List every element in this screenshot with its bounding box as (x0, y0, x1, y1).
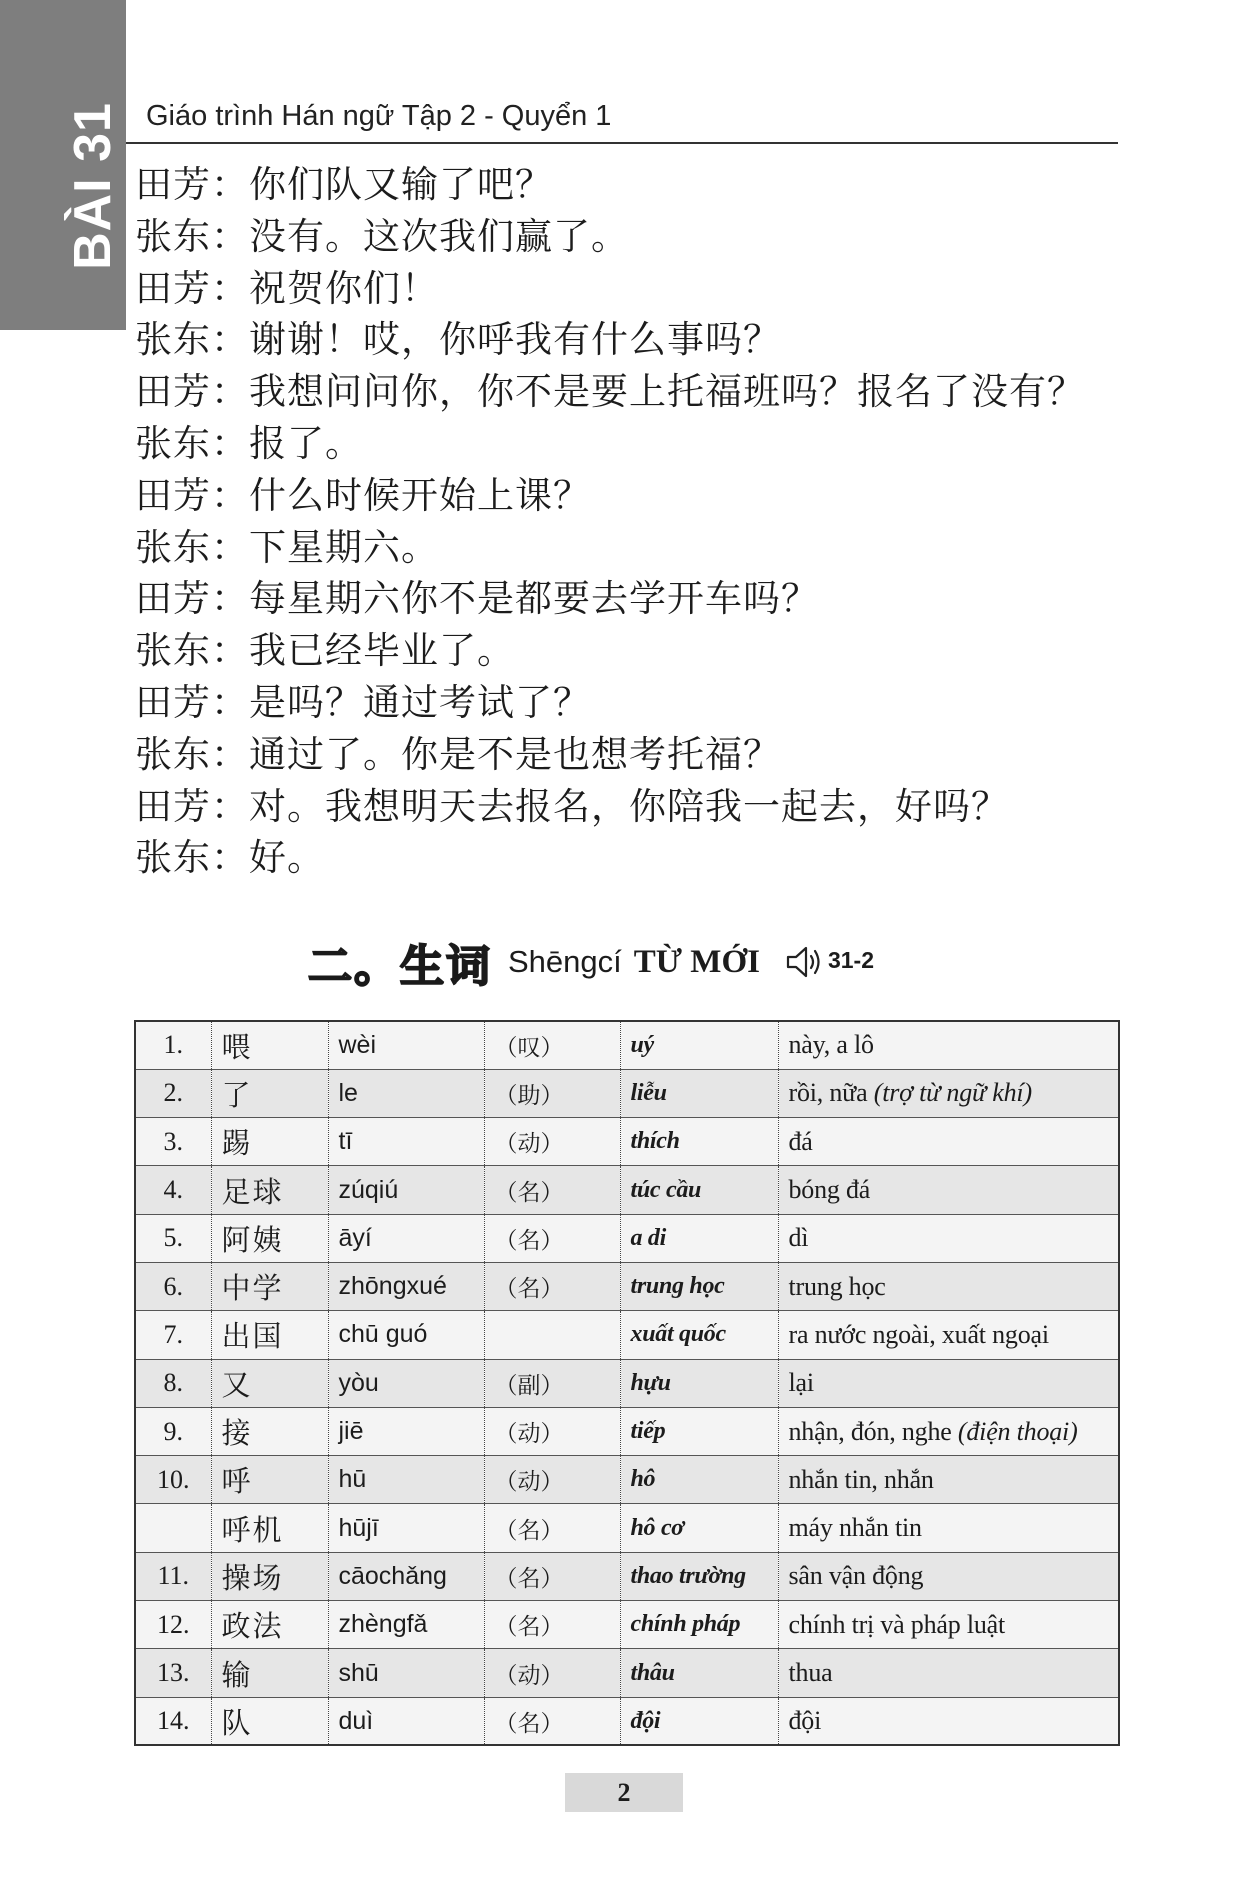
vocab-part-of-speech-cell (484, 1456, 620, 1504)
vocab-number: 5. (163, 1223, 183, 1253)
vocab-part-of-speech: （名） (494, 1276, 564, 1303)
vocab-part-of-speech-cell (484, 1697, 620, 1745)
vocab-meaning-cell (778, 1311, 1119, 1359)
vocab-hanzi: 又 (221, 1367, 253, 1402)
vocab-meaning: này, a lô (788, 1030, 874, 1060)
vocab-part-of-speech-cell (484, 1021, 620, 1069)
vocab-meaning-cell (778, 1697, 1119, 1745)
table-row (135, 1069, 1119, 1117)
speaker-name: 田芳： (135, 163, 249, 206)
vocab-pinyin-cell (328, 1504, 484, 1552)
vocabulary-table (134, 1020, 1120, 1746)
vocab-pinyin: hūjī (338, 1513, 379, 1542)
speaker-name: 田芳： (135, 473, 249, 517)
speaker-name: 田芳： (135, 680, 249, 724)
table-row (135, 1697, 1119, 1745)
vocab-number: 3. (163, 1126, 183, 1156)
lesson-tab-label: BÀI 31 (64, 102, 122, 270)
vocab-han-viet-cell (620, 1407, 778, 1455)
vocab-han-viet: chính pháp (630, 1611, 741, 1638)
vocab-part-of-speech: （副） (494, 1372, 564, 1399)
dialogue-text: 报了。 (249, 421, 363, 465)
vocab-meaning-cell (778, 1552, 1119, 1600)
vocab-pinyin-cell (328, 1552, 484, 1600)
dialogue-text: 我已经毕业了。 (249, 629, 515, 673)
vocab-part-of-speech: （名） (494, 1565, 564, 1592)
vocab-han-viet: thích (630, 1128, 680, 1155)
vocab-hanzi: 呼机 (221, 1512, 284, 1547)
vocab-pinyin: yòu (338, 1368, 379, 1397)
vocab-number: 7. (163, 1319, 183, 1349)
page-number: 2 (565, 1773, 683, 1812)
section-heading (308, 934, 874, 990)
dialogue-text: 好。 (249, 836, 325, 880)
vocab-part-of-speech: （名） (494, 1227, 564, 1254)
header-divider (126, 142, 1118, 144)
vocab-meaning-cell (778, 1262, 1119, 1310)
vocab-pinyin-cell (328, 1214, 484, 1262)
table-row (135, 1359, 1119, 1407)
dialogue-text: 我想问问你，你不是要上托福班吗？报名了没有？ (249, 370, 1085, 414)
vocab-number-cell (135, 1069, 211, 1117)
vocab-part-of-speech: （动） (494, 1469, 564, 1496)
vocab-pinyin-cell (328, 1311, 484, 1359)
vocab-han-viet: tiếp (630, 1418, 666, 1445)
section-heading-pinyin: Shēngcí (508, 944, 622, 979)
vocab-han-viet-cell (620, 1359, 778, 1407)
vocab-pinyin: āyí (338, 1223, 372, 1252)
vocab-hanzi-cell (211, 1601, 328, 1649)
vocab-meaning-cell (778, 1021, 1119, 1069)
vocab-number: 4. (163, 1175, 183, 1205)
vocab-hanzi: 队 (221, 1705, 253, 1740)
dialogue-line (135, 366, 1135, 418)
vocab-han-viet-cell (620, 1311, 778, 1359)
vocab-meaning-note: (trợ từ ngữ khí) (873, 1078, 1032, 1108)
vocab-number: 8. (163, 1368, 183, 1398)
table-row (135, 1118, 1119, 1166)
vocab-meaning: trung học (788, 1271, 886, 1301)
table-row (135, 1021, 1119, 1069)
vocab-part-of-speech-cell (484, 1118, 620, 1166)
vocab-number-cell (135, 1311, 211, 1359)
table-row (135, 1311, 1119, 1359)
vocab-hanzi-cell (211, 1021, 328, 1069)
dialogue-text: 谢谢！哎，你呼我有什么事吗？ (249, 318, 781, 362)
vocab-pinyin-cell (328, 1069, 484, 1117)
dialogue-line (135, 573, 1135, 625)
vocab-meaning: ra nước ngoài, xuất ngoại (788, 1319, 1049, 1349)
vocab-meaning: nhận, đón, nghe (788, 1416, 952, 1446)
table-row (135, 1552, 1119, 1600)
vocab-pinyin-cell (328, 1118, 484, 1166)
vocab-hanzi-cell (211, 1118, 328, 1166)
vocab-han-viet-cell (620, 1214, 778, 1262)
vocab-han-viet-cell (620, 1697, 778, 1745)
vocab-part-of-speech: （名） (494, 1710, 564, 1737)
vocab-hanzi-cell (211, 1359, 328, 1407)
vocab-part-of-speech-cell (484, 1166, 620, 1214)
vocab-meaning-cell (778, 1504, 1119, 1552)
vocab-number-cell (135, 1504, 211, 1552)
table-row (135, 1456, 1119, 1504)
vocab-pinyin: zúqiú (338, 1175, 399, 1204)
vocab-meaning: lại (788, 1368, 814, 1398)
vocab-han-viet-cell (620, 1021, 778, 1069)
vocab-han-viet-cell (620, 1552, 778, 1600)
vocab-number-cell (135, 1166, 211, 1214)
vocab-han-viet: xuất quốc (630, 1321, 726, 1348)
vocab-pinyin-cell (328, 1456, 484, 1504)
dialogue-line (135, 418, 1135, 470)
vocab-meaning-cell (778, 1166, 1119, 1214)
vocab-part-of-speech-cell (484, 1649, 620, 1697)
vocab-pinyin: duì (338, 1706, 374, 1735)
vocab-pinyin-cell (328, 1697, 484, 1745)
dialogue-line (135, 470, 1135, 522)
vocab-han-viet: hô (630, 1466, 656, 1493)
vocab-meaning: dì (788, 1223, 809, 1253)
vocab-pinyin: zhèngfǎ (338, 1610, 428, 1639)
vocab-pinyin-cell (328, 1021, 484, 1069)
vocab-han-viet: trung học (630, 1273, 725, 1300)
vocab-han-viet-cell (620, 1069, 778, 1117)
speaker-name: 张东： (135, 629, 249, 673)
vocab-pinyin-cell (328, 1359, 484, 1407)
vocab-pinyin: wèi (338, 1030, 377, 1059)
vocab-hanzi-cell (211, 1504, 328, 1552)
vocab-part-of-speech-cell (484, 1262, 620, 1310)
vocab-meaning: đội (788, 1706, 822, 1736)
vocab-hanzi-cell (211, 1552, 328, 1600)
vocab-part-of-speech-cell (484, 1504, 620, 1552)
vocab-hanzi: 阿姨 (221, 1222, 284, 1257)
vocab-hanzi: 踢 (221, 1126, 253, 1161)
vocab-meaning-cell (778, 1407, 1119, 1455)
vocab-pinyin: jiē (338, 1417, 364, 1446)
vocab-hanzi: 呼 (221, 1464, 253, 1499)
vocab-part-of-speech: （动） (494, 1131, 564, 1158)
vocab-part-of-speech: （动） (494, 1421, 564, 1448)
vocab-hanzi: 出国 (221, 1319, 284, 1354)
dialogue-line (135, 263, 1135, 315)
vocab-hanzi-cell (211, 1649, 328, 1697)
audio-track-number: 31-2 (827, 946, 874, 973)
vocab-part-of-speech: （名） (494, 1517, 564, 1544)
vocab-number: 6. (163, 1271, 183, 1301)
vocab-meaning: máy nhắn tin (788, 1513, 922, 1543)
dialogue-text: 是吗？通过考试了？ (249, 680, 591, 724)
vocab-number: 13. (157, 1658, 190, 1687)
dialogue-line (135, 522, 1135, 574)
vocab-number: 1. (163, 1030, 183, 1060)
vocab-hanzi: 足球 (221, 1174, 284, 1209)
vocab-part-of-speech-cell (484, 1552, 620, 1600)
vocab-number-cell (135, 1359, 211, 1407)
vocab-han-viet: túc cầu (630, 1176, 702, 1203)
speaker-name: 张东： (135, 525, 249, 569)
vocab-pinyin-cell (328, 1407, 484, 1455)
vocab-hanzi: 了 (221, 1077, 253, 1112)
vocab-number-cell (135, 1601, 211, 1649)
speaker-name: 田芳： (135, 370, 249, 414)
vocab-pinyin: cāochǎng (338, 1561, 447, 1590)
vocab-part-of-speech: （名） (494, 1614, 564, 1641)
vocab-meaning-cell (778, 1069, 1119, 1117)
vocab-part-of-speech-cell (484, 1359, 620, 1407)
vocabulary-table-body (135, 1021, 1119, 1745)
vocab-hanzi-cell (211, 1069, 328, 1117)
table-row (135, 1166, 1119, 1214)
vocab-han-viet: liễu (630, 1079, 667, 1106)
vocab-meaning-cell (778, 1456, 1119, 1504)
vocab-han-viet: thâu (630, 1659, 675, 1686)
speaker-name: 田芳： (135, 784, 249, 828)
vocab-han-viet: thao trường (630, 1562, 746, 1589)
vocab-part-of-speech-cell (484, 1214, 620, 1262)
speaker-name: 张东： (135, 421, 249, 465)
vocab-hanzi-cell (211, 1311, 328, 1359)
vocab-han-viet-cell (620, 1601, 778, 1649)
vocab-number-cell (135, 1262, 211, 1310)
speaker-name: 张东： (135, 732, 249, 776)
dialogue-line (135, 159, 1135, 211)
vocab-part-of-speech: （名） (494, 1179, 564, 1206)
vocab-part-of-speech: （动） (494, 1662, 564, 1689)
vocab-meaning: rồi, nữa (788, 1078, 868, 1108)
vocab-han-viet: uý (630, 1031, 654, 1058)
dialogue-text: 没有。这次我们赢了。 (249, 214, 629, 258)
vocab-part-of-speech: （叹） (494, 1034, 564, 1061)
vocab-han-viet-cell (620, 1262, 778, 1310)
table-row (135, 1504, 1119, 1552)
vocab-hanzi: 输 (221, 1657, 253, 1692)
vocab-hanzi-cell (211, 1456, 328, 1504)
vocab-meaning: sân vận động (788, 1561, 924, 1591)
vocab-part-of-speech-cell (484, 1311, 620, 1359)
vocab-han-viet: hô cơ (630, 1514, 684, 1541)
vocab-hanzi: 接 (221, 1416, 253, 1451)
speaker-icon (784, 942, 824, 982)
vocab-pinyin-cell (328, 1601, 484, 1649)
dialogue-line (135, 729, 1135, 781)
vocab-number-cell (135, 1021, 211, 1069)
vocab-number-cell (135, 1552, 211, 1600)
vocab-meaning-cell (778, 1649, 1119, 1697)
vocab-meaning-cell (778, 1214, 1119, 1262)
dialogue-line (135, 677, 1135, 729)
vocab-pinyin-cell (328, 1166, 484, 1214)
vocab-number: 12. (157, 1609, 190, 1639)
vocab-meaning-cell (778, 1601, 1119, 1649)
vocab-meaning-note: (điện thoại) (957, 1416, 1078, 1446)
dialogue-line (135, 781, 1135, 833)
dialogue-text: 下星期六。 (249, 525, 439, 569)
vocab-pinyin: chū guó (338, 1320, 428, 1349)
vocab-part-of-speech-cell (484, 1407, 620, 1455)
vocab-han-viet-cell (620, 1649, 778, 1697)
speaker-name: 张东： (135, 214, 249, 258)
vocab-meaning: nhắn tin, nhắn (788, 1464, 934, 1494)
vocab-han-viet-cell (620, 1504, 778, 1552)
vocab-meaning: thua (788, 1658, 833, 1687)
vocab-meaning-cell (778, 1118, 1119, 1166)
vocab-pinyin: tī (338, 1127, 353, 1156)
vocab-han-viet-cell (620, 1166, 778, 1214)
vocab-hanzi-cell (211, 1262, 328, 1310)
speaker-name: 田芳： (135, 266, 249, 310)
vocab-hanzi-cell (211, 1166, 328, 1214)
dialogue-text: 什么时候开始上课？ (249, 473, 591, 517)
table-row (135, 1214, 1119, 1262)
speaker-name: 张东： (135, 318, 249, 362)
vocab-pinyin: zhōngxué (338, 1272, 447, 1301)
vocab-hanzi-cell (211, 1214, 328, 1262)
vocab-number: 14. (157, 1706, 190, 1736)
section-heading-chinese: 二。生词 (308, 941, 492, 992)
vocab-number: 11. (157, 1561, 190, 1591)
vocab-hanzi: 喂 (221, 1029, 253, 1064)
vocab-number-cell (135, 1456, 211, 1504)
vocab-hanzi: 政法 (221, 1609, 284, 1644)
dialogue-line (135, 625, 1135, 677)
table-row (135, 1601, 1119, 1649)
dialogue-text: 祝贺你们！ (249, 266, 439, 310)
vocab-pinyin: hū (338, 1465, 367, 1494)
vocab-pinyin-cell (328, 1649, 484, 1697)
vocab-number-cell (135, 1214, 211, 1262)
lesson-tab (0, 0, 126, 330)
vocab-meaning: đá (788, 1126, 813, 1156)
running-header: Giáo trình Hán ngữ Tập 2 - Quyển 1 (146, 100, 612, 132)
speaker-name: 田芳： (135, 577, 249, 621)
vocab-han-viet: đội (630, 1707, 661, 1734)
dialogue-text-block (135, 159, 1135, 884)
section-heading-vietnamese: TỪ MỚI (633, 943, 760, 980)
dialogue-line (135, 832, 1135, 884)
vocab-hanzi-cell (211, 1407, 328, 1455)
vocab-han-viet-cell (620, 1456, 778, 1504)
dialogue-text: 每星期六你不是都要去学开车吗？ (249, 577, 819, 621)
vocab-pinyin-cell (328, 1262, 484, 1310)
dialogue-text: 对。我想明天去报名，你陪我一起去，好吗？ (249, 784, 1009, 828)
vocab-meaning-cell (778, 1359, 1119, 1407)
vocab-han-viet: a di (630, 1224, 666, 1251)
dialogue-line (135, 314, 1135, 366)
vocab-meaning: bóng đá (788, 1175, 871, 1205)
dialogue-line (135, 211, 1135, 263)
vocab-han-viet: hựu (630, 1369, 671, 1396)
speaker-name: 张东： (135, 836, 249, 880)
table-row (135, 1649, 1119, 1697)
vocab-number-cell (135, 1697, 211, 1745)
vocab-hanzi: 操场 (221, 1560, 284, 1595)
vocab-meaning: chính trị và pháp luật (788, 1609, 1006, 1639)
vocab-pinyin: shū (338, 1658, 379, 1687)
vocab-hanzi: 中学 (221, 1271, 284, 1306)
vocab-number: 10. (157, 1464, 190, 1494)
dialogue-text: 通过了。你是不是也想考托福？ (249, 732, 781, 776)
vocab-number-cell (135, 1407, 211, 1455)
vocab-number-cell (135, 1649, 211, 1697)
vocab-part-of-speech: （助） (494, 1082, 564, 1109)
vocab-pinyin: le (338, 1078, 358, 1107)
dialogue-text: 你们队又输了吧？ (249, 163, 553, 206)
vocab-hanzi-cell (211, 1697, 328, 1745)
vocab-number: 2. (163, 1078, 183, 1108)
table-row (135, 1262, 1119, 1310)
vocab-number-cell (135, 1118, 211, 1166)
vocab-han-viet-cell (620, 1118, 778, 1166)
vocab-part-of-speech-cell (484, 1069, 620, 1117)
table-row (135, 1407, 1119, 1455)
vocab-part-of-speech-cell (484, 1601, 620, 1649)
vocab-number: 9. (163, 1416, 183, 1446)
